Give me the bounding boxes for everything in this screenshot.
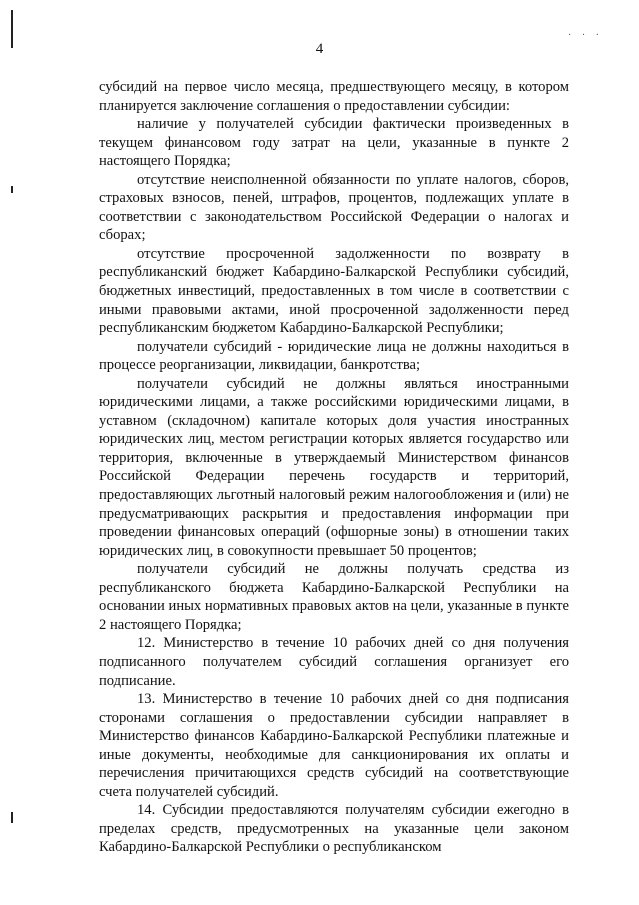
paragraph-no-other-funding: получатели субсидий не должны получать средства из республиканского бюджета Кабардино-Балкарской Республики на основании иных нормативных правовых актов на цели, указанные в пункте 2 настоящего Порядка; (99, 561, 569, 633)
paragraph-no-reorganization: получатели субсидий - юридические лица не должны находиться в процессе реорганизации, ликвидации, банкротства; (99, 338, 569, 374)
paragraph-item-12: 12. Министерство в течение 10 рабочих дней со дня получения подписанного получателем субсидий соглашения организует его подписание. (99, 635, 569, 689)
document-body (99, 78, 569, 857)
scan-speck-marks: · · · (568, 30, 603, 41)
scan-edge-mark-lower (11, 812, 13, 823)
scan-edge-mark-mid (11, 186, 13, 193)
paragraph-item-14: 14. Субсидии предоставляются получателям субсидии ежегодно в пределах средств, предусмотренных на указанные цели законом Кабардино-Балкарской Республики о республиканском (99, 802, 569, 856)
paragraph-item-13: 13. Министерство в течение 10 рабочих дней со дня подписания сторонами соглашения о предоставлении субсидии направляет в Министерство финансов Кабардино-Балкарской Республики платежные и иные документы, необходимые для санкционирования их оплаты и перечисления причитающихся средств субсидий на соответствующие счета получателей субсидий. (99, 691, 569, 800)
paragraph-no-overdue-debt: отсутствие просроченной задолженности по возврату в республиканский бюджет Кабардино-Балкарской Республики субсидий, бюджетных инвестиций, предоставленных в том числе в соответствии с иными правовыми актами, иной просроченной задолженности перед республиканским бюджетом Кабардино-Балкарской Республики; (99, 245, 569, 337)
paragraph-no-tax-debt: отсутствие неисполненной обязанности по уплате налогов, сборов, страховых взносов, пеней, штрафов, процентов, подлежащих уплате в соответствии с законодательством Российской Федерации о налогах и сборах; (99, 171, 569, 244)
paragraph-continuation: субсидий на первое число месяца, предшествующего месяцу, в котором планируется заключение соглашения о предоставлении субсидии: (99, 79, 569, 114)
paragraph-costs-incurred: наличие у получателей субсидии фактически произведенных в текущем финансовом году затрат на цели, указанные в пункте 2 настоящего Порядка; (99, 116, 569, 170)
paragraph-not-foreign-entities: получатели субсидий не должны являться иностранными юридическими лицами, а также российскими юридическими лицами, в уставном (складочном) капитале которых доля участия иностранных юридических лиц, местом регистрации которых является государство или территория, включенные в утверждаемый Министерством финансов Российской Федерации перечень государств и территорий, предоставляющих льготный налоговый режим налогообложения и (или) не предусматривающих раскрытия и предоставления информации при проведении финансовых операций (офшорные зоны) в отношении таких юридических лиц, в совокупности превышает 50 процентов; (99, 375, 569, 559)
page-number: 4 (315, 41, 324, 57)
